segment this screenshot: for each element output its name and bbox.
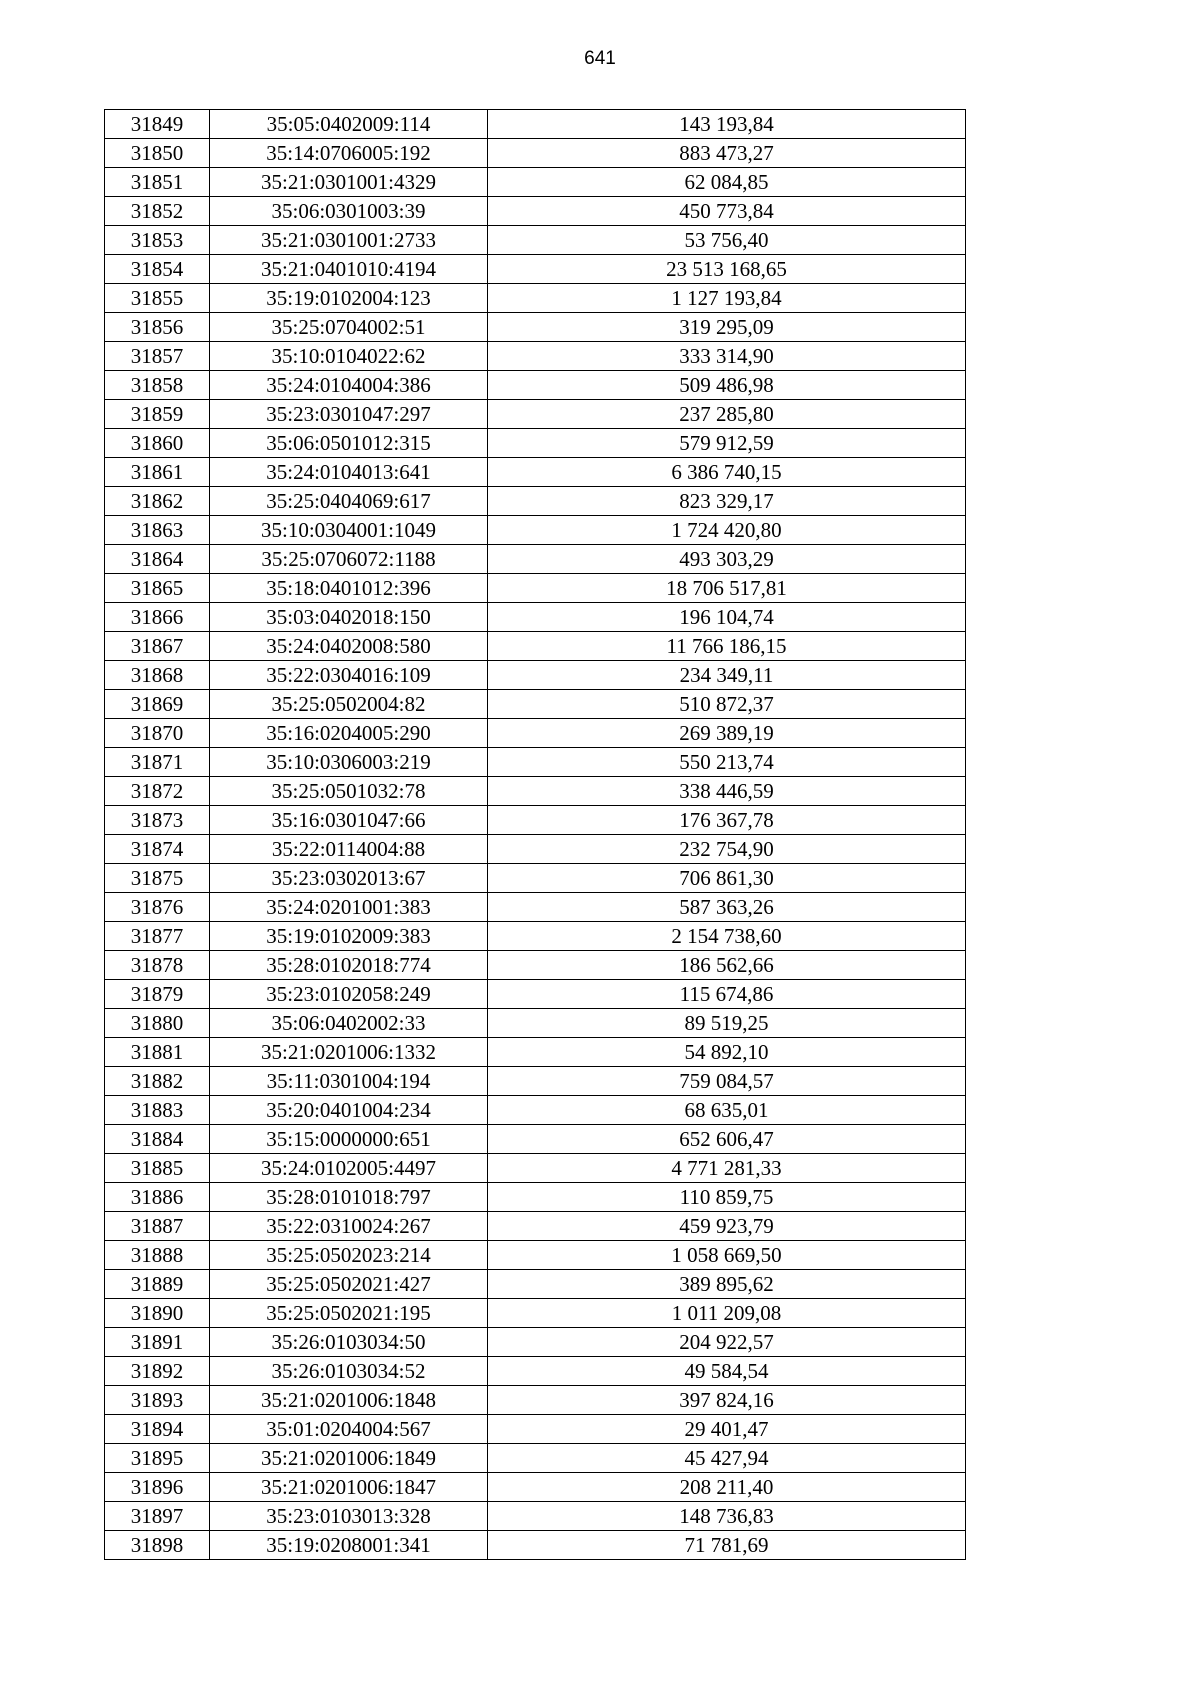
row-number-cell: 31893 bbox=[105, 1386, 210, 1415]
table-row bbox=[105, 777, 966, 806]
row-number-cell: 31876 bbox=[105, 893, 210, 922]
cadastral-number-cell: 35:26:0103034:50 bbox=[210, 1328, 488, 1357]
cadastral-value-cell: 54 892,10 bbox=[488, 1038, 966, 1067]
cadastral-number-cell: 35:21:0201006:1849 bbox=[210, 1444, 488, 1473]
table-row bbox=[105, 719, 966, 748]
cadastral-value-cell: 493 303,29 bbox=[488, 545, 966, 574]
cadastral-value-cell: 652 606,47 bbox=[488, 1125, 966, 1154]
row-number-cell: 31853 bbox=[105, 226, 210, 255]
cadastral-value-cell: 110 859,75 bbox=[488, 1183, 966, 1212]
cadastral-number-cell: 35:03:0402018:150 bbox=[210, 603, 488, 632]
cadastral-value-cell: 883 473,27 bbox=[488, 139, 966, 168]
table-row bbox=[105, 1096, 966, 1125]
cadastral-number-cell: 35:10:0304001:1049 bbox=[210, 516, 488, 545]
cadastral-value-cell: 319 295,09 bbox=[488, 313, 966, 342]
table-row bbox=[105, 951, 966, 980]
table-row bbox=[105, 110, 966, 139]
cadastral-number-cell: 35:28:0102018:774 bbox=[210, 951, 488, 980]
cadastral-number-cell: 35:16:0301047:66 bbox=[210, 806, 488, 835]
cadastral-value-cell: 823 329,17 bbox=[488, 487, 966, 516]
cadastral-number-cell: 35:21:0301001:2733 bbox=[210, 226, 488, 255]
row-number-cell: 31894 bbox=[105, 1415, 210, 1444]
cadastral-value-cell: 338 446,59 bbox=[488, 777, 966, 806]
table-row bbox=[105, 690, 966, 719]
table-row bbox=[105, 400, 966, 429]
cadastral-value-cell: 397 824,16 bbox=[488, 1386, 966, 1415]
table-row bbox=[105, 1270, 966, 1299]
row-number-cell: 31866 bbox=[105, 603, 210, 632]
table-row bbox=[105, 1502, 966, 1531]
row-number-cell: 31886 bbox=[105, 1183, 210, 1212]
row-number-cell: 31871 bbox=[105, 748, 210, 777]
cadastral-number-cell: 35:18:0401012:396 bbox=[210, 574, 488, 603]
cadastral-value-cell: 11 766 186,15 bbox=[488, 632, 966, 661]
cadastral-value-cell: 759 084,57 bbox=[488, 1067, 966, 1096]
table-row bbox=[105, 1386, 966, 1415]
row-number-cell: 31884 bbox=[105, 1125, 210, 1154]
table-row bbox=[105, 487, 966, 516]
cadastral-number-cell: 35:21:0201006:1332 bbox=[210, 1038, 488, 1067]
table-row bbox=[105, 1473, 966, 1502]
table-row bbox=[105, 574, 966, 603]
row-number-cell: 31865 bbox=[105, 574, 210, 603]
cadastral-value-cell: 196 104,74 bbox=[488, 603, 966, 632]
cadastral-number-cell: 35:01:0204004:567 bbox=[210, 1415, 488, 1444]
table-row bbox=[105, 806, 966, 835]
table-row bbox=[105, 603, 966, 632]
cadastral-value-cell: 459 923,79 bbox=[488, 1212, 966, 1241]
cadastral-value-cell: 68 635,01 bbox=[488, 1096, 966, 1125]
cadastral-value-cell: 1 724 420,80 bbox=[488, 516, 966, 545]
row-number-cell: 31870 bbox=[105, 719, 210, 748]
cadastral-number-cell: 35:14:0706005:192 bbox=[210, 139, 488, 168]
row-number-cell: 31879 bbox=[105, 980, 210, 1009]
cadastral-number-cell: 35:06:0402002:33 bbox=[210, 1009, 488, 1038]
table-row bbox=[105, 139, 966, 168]
cadastral-value-cell: 148 736,83 bbox=[488, 1502, 966, 1531]
cadastral-value-cell: 29 401,47 bbox=[488, 1415, 966, 1444]
cadastral-value-cell: 115 674,86 bbox=[488, 980, 966, 1009]
row-number-cell: 31897 bbox=[105, 1502, 210, 1531]
cadastral-value-cell: 62 084,85 bbox=[488, 168, 966, 197]
cadastral-value-cell: 450 773,84 bbox=[488, 197, 966, 226]
row-number-cell: 31860 bbox=[105, 429, 210, 458]
cadastral-number-cell: 35:21:0401010:4194 bbox=[210, 255, 488, 284]
table-row bbox=[105, 255, 966, 284]
row-number-cell: 31857 bbox=[105, 342, 210, 371]
row-number-cell: 31890 bbox=[105, 1299, 210, 1328]
table-row bbox=[105, 545, 966, 574]
cadastral-number-cell: 35:24:0201001:383 bbox=[210, 893, 488, 922]
row-number-cell: 31874 bbox=[105, 835, 210, 864]
cadastral-number-cell: 35:16:0204005:290 bbox=[210, 719, 488, 748]
cadastral-number-cell: 35:24:0104004:386 bbox=[210, 371, 488, 400]
table-row bbox=[105, 516, 966, 545]
cadastral-number-cell: 35:06:0501012:315 bbox=[210, 429, 488, 458]
cadastral-value-cell: 18 706 517,81 bbox=[488, 574, 966, 603]
table-row bbox=[105, 1212, 966, 1241]
row-number-cell: 31856 bbox=[105, 313, 210, 342]
row-number-cell: 31898 bbox=[105, 1531, 210, 1560]
cadastral-value-cell: 579 912,59 bbox=[488, 429, 966, 458]
cadastral-value-cell: 49 584,54 bbox=[488, 1357, 966, 1386]
row-number-cell: 31854 bbox=[105, 255, 210, 284]
cadastral-value-cell: 23 513 168,65 bbox=[488, 255, 966, 284]
cadastral-value-cell: 509 486,98 bbox=[488, 371, 966, 400]
row-number-cell: 31878 bbox=[105, 951, 210, 980]
table-row bbox=[105, 1415, 966, 1444]
table-row bbox=[105, 197, 966, 226]
cadastral-number-cell: 35:21:0201006:1847 bbox=[210, 1473, 488, 1502]
table-body bbox=[105, 110, 966, 1560]
cadastral-value-cell: 186 562,66 bbox=[488, 951, 966, 980]
cadastral-number-cell: 35:19:0102004:123 bbox=[210, 284, 488, 313]
table-row bbox=[105, 429, 966, 458]
row-number-cell: 31883 bbox=[105, 1096, 210, 1125]
cadastral-value-cell: 2 154 738,60 bbox=[488, 922, 966, 951]
cadastral-number-cell: 35:05:0402009:114 bbox=[210, 110, 488, 139]
row-number-cell: 31880 bbox=[105, 1009, 210, 1038]
cadastral-value-cell: 550 213,74 bbox=[488, 748, 966, 777]
cadastral-value-cell: 143 193,84 bbox=[488, 110, 966, 139]
cadastral-value-cell: 232 754,90 bbox=[488, 835, 966, 864]
cadastral-number-cell: 35:25:0704002:51 bbox=[210, 313, 488, 342]
table-row bbox=[105, 1241, 966, 1270]
cadastral-number-cell: 35:06:0301003:39 bbox=[210, 197, 488, 226]
cadastral-number-cell: 35:28:0101018:797 bbox=[210, 1183, 488, 1212]
table-row bbox=[105, 864, 966, 893]
table-row bbox=[105, 1444, 966, 1473]
row-number-cell: 31885 bbox=[105, 1154, 210, 1183]
cadastral-number-cell: 35:25:0502021:427 bbox=[210, 1270, 488, 1299]
table-row bbox=[105, 1009, 966, 1038]
row-number-cell: 31862 bbox=[105, 487, 210, 516]
cadastral-number-cell: 35:24:0402008:580 bbox=[210, 632, 488, 661]
cadastral-value-cell: 1 058 669,50 bbox=[488, 1241, 966, 1270]
cadastral-number-cell: 35:11:0301004:194 bbox=[210, 1067, 488, 1096]
row-number-cell: 31851 bbox=[105, 168, 210, 197]
table-row bbox=[105, 1183, 966, 1212]
table-row bbox=[105, 1299, 966, 1328]
row-number-cell: 31877 bbox=[105, 922, 210, 951]
cadastral-value-cell: 333 314,90 bbox=[488, 342, 966, 371]
table-row bbox=[105, 1038, 966, 1067]
cadastral-number-cell: 35:24:0104013:641 bbox=[210, 458, 488, 487]
row-number-cell: 31888 bbox=[105, 1241, 210, 1270]
cadastral-value-cell: 1 011 209,08 bbox=[488, 1299, 966, 1328]
row-number-cell: 31881 bbox=[105, 1038, 210, 1067]
cadastral-number-cell: 35:20:0401004:234 bbox=[210, 1096, 488, 1125]
row-number-cell: 31892 bbox=[105, 1357, 210, 1386]
table-row bbox=[105, 893, 966, 922]
cadastral-value-cell: 6 386 740,15 bbox=[488, 458, 966, 487]
cadastral-number-cell: 35:23:0301047:297 bbox=[210, 400, 488, 429]
table-row bbox=[105, 980, 966, 1009]
row-number-cell: 31861 bbox=[105, 458, 210, 487]
table-row bbox=[105, 371, 966, 400]
cadastral-value-cell: 45 427,94 bbox=[488, 1444, 966, 1473]
table-row bbox=[105, 632, 966, 661]
cadastral-value-cell: 237 285,80 bbox=[488, 400, 966, 429]
table-row bbox=[105, 1357, 966, 1386]
row-number-cell: 31891 bbox=[105, 1328, 210, 1357]
row-number-cell: 31887 bbox=[105, 1212, 210, 1241]
cadastral-number-cell: 35:25:0502004:82 bbox=[210, 690, 488, 719]
cadastral-number-cell: 35:22:0114004:88 bbox=[210, 835, 488, 864]
table-row bbox=[105, 226, 966, 255]
cadastral-value-cell: 208 211,40 bbox=[488, 1473, 966, 1502]
row-number-cell: 31882 bbox=[105, 1067, 210, 1096]
cadastral-value-cell: 510 872,37 bbox=[488, 690, 966, 719]
row-number-cell: 31895 bbox=[105, 1444, 210, 1473]
cadastral-number-cell: 35:23:0302013:67 bbox=[210, 864, 488, 893]
row-number-cell: 31867 bbox=[105, 632, 210, 661]
table-row bbox=[105, 661, 966, 690]
cadastral-number-cell: 35:22:0310024:267 bbox=[210, 1212, 488, 1241]
cadastral-value-cell: 176 367,78 bbox=[488, 806, 966, 835]
cadastral-number-cell: 35:25:0502021:195 bbox=[210, 1299, 488, 1328]
row-number-cell: 31852 bbox=[105, 197, 210, 226]
row-number-cell: 31873 bbox=[105, 806, 210, 835]
cadastral-number-cell: 35:23:0102058:249 bbox=[210, 980, 488, 1009]
cadastral-number-cell: 35:25:0404069:617 bbox=[210, 487, 488, 516]
row-number-cell: 31855 bbox=[105, 284, 210, 313]
table-row bbox=[105, 313, 966, 342]
cadastral-number-cell: 35:23:0103013:328 bbox=[210, 1502, 488, 1531]
cadastral-number-cell: 35:21:0301001:4329 bbox=[210, 168, 488, 197]
table-row bbox=[105, 458, 966, 487]
cadastral-number-cell: 35:21:0201006:1848 bbox=[210, 1386, 488, 1415]
cadastral-value-cell: 53 756,40 bbox=[488, 226, 966, 255]
cadastral-number-cell: 35:26:0103034:52 bbox=[210, 1357, 488, 1386]
cadastral-value-cell: 1 127 193,84 bbox=[488, 284, 966, 313]
table-row bbox=[105, 1067, 966, 1096]
table-row bbox=[105, 1531, 966, 1560]
row-number-cell: 31872 bbox=[105, 777, 210, 806]
cadastral-value-cell: 269 389,19 bbox=[488, 719, 966, 748]
row-number-cell: 31896 bbox=[105, 1473, 210, 1502]
cadastral-value-cell: 89 519,25 bbox=[488, 1009, 966, 1038]
row-number-cell: 31859 bbox=[105, 400, 210, 429]
cadastral-value-cell: 587 363,26 bbox=[488, 893, 966, 922]
cadastral-number-cell: 35:19:0208001:341 bbox=[210, 1531, 488, 1560]
row-number-cell: 31864 bbox=[105, 545, 210, 574]
cadastral-value-cell: 71 781,69 bbox=[488, 1531, 966, 1560]
page-number: 641 bbox=[584, 48, 616, 69]
table-row bbox=[105, 342, 966, 371]
cadastral-value-cell: 204 922,57 bbox=[488, 1328, 966, 1357]
row-number-cell: 31849 bbox=[105, 110, 210, 139]
row-number-cell: 31868 bbox=[105, 661, 210, 690]
table-row bbox=[105, 1328, 966, 1357]
table-row bbox=[105, 284, 966, 313]
cadastral-number-cell: 35:10:0306003:219 bbox=[210, 748, 488, 777]
table-row bbox=[105, 835, 966, 864]
cadastral-number-cell: 35:24:0102005:4497 bbox=[210, 1154, 488, 1183]
cadastral-number-cell: 35:25:0501032:78 bbox=[210, 777, 488, 806]
table-row bbox=[105, 922, 966, 951]
row-number-cell: 31850 bbox=[105, 139, 210, 168]
cadastral-number-cell: 35:25:0502023:214 bbox=[210, 1241, 488, 1270]
cadastral-number-cell: 35:10:0104022:62 bbox=[210, 342, 488, 371]
cadastral-value-cell: 234 349,11 bbox=[488, 661, 966, 690]
cadastral-number-cell: 35:15:0000000:651 bbox=[210, 1125, 488, 1154]
cadastral-value-cell: 389 895,62 bbox=[488, 1270, 966, 1299]
table-row bbox=[105, 1125, 966, 1154]
cadastral-number-cell: 35:22:0304016:109 bbox=[210, 661, 488, 690]
table-row bbox=[105, 168, 966, 197]
cadastral-value-cell: 4 771 281,33 bbox=[488, 1154, 966, 1183]
row-number-cell: 31889 bbox=[105, 1270, 210, 1299]
table-row bbox=[105, 1154, 966, 1183]
cadastral-value-cell: 706 861,30 bbox=[488, 864, 966, 893]
row-number-cell: 31858 bbox=[105, 371, 210, 400]
row-number-cell: 31863 bbox=[105, 516, 210, 545]
table-row bbox=[105, 748, 966, 777]
cadastral-number-cell: 35:19:0102009:383 bbox=[210, 922, 488, 951]
cadastral-number-cell: 35:25:0706072:1188 bbox=[210, 545, 488, 574]
cadastral-value-table bbox=[104, 109, 966, 1560]
row-number-cell: 31875 bbox=[105, 864, 210, 893]
row-number-cell: 31869 bbox=[105, 690, 210, 719]
